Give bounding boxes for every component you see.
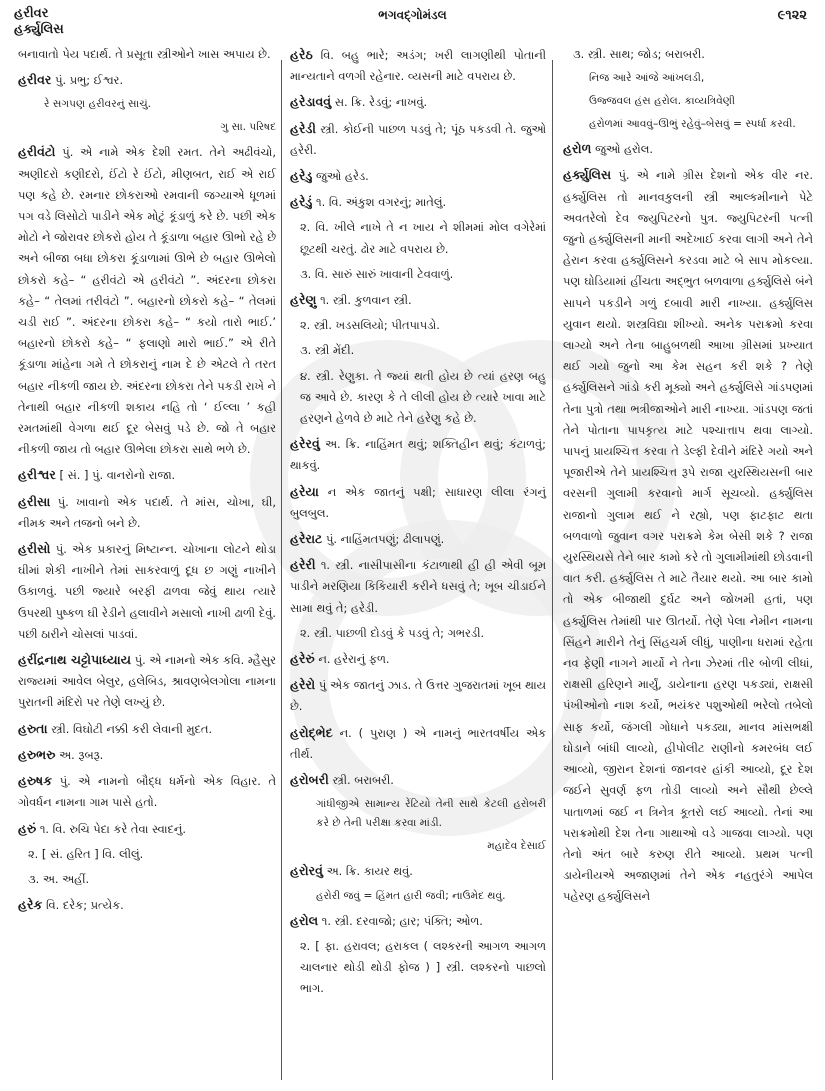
headword: હરેરો: [290, 677, 316, 693]
sense-definition: ૪. સ્ત્રી. રેણુકા. તે જ્યાં થતી હોય છે ત્યાં હરણ બહુ જ આવે છે. કારણ કે તે લીલી હોય છે ત્યારે ખાવા માટે હરણને હેળવે છે માટે તેને હરેણુ કહે છે.: [300, 368, 546, 426]
headword: હરેરું: [290, 651, 315, 667]
continued-definition: બનાવાતો પેય પદાર્થ. તે પ્રસૂતા સ્ત્રીઓને ખાસ અપાય છે.: [18, 47, 271, 61]
dictionary-entry: [290, 554, 546, 619]
definition: જુઓ હરેડ.: [316, 169, 369, 184]
headword: હરોરવું: [290, 863, 323, 879]
sense-definition: ૩. વિ. સારું સારું ખાવાની ટેવવાળું.: [300, 266, 454, 281]
headword: હરીવંટો: [18, 144, 56, 160]
sense-definition: ૨. [ ફા. હરાવલ; હરાકલ ( લશ્કરની આગળ આગળ ચાલનાર થોડી થોડી ફોજ ) ] સ્ત્રી. લશ્કરનો પાછલો ભાગ.: [300, 938, 546, 996]
definition: ન. ( પુરાણ ) એ નામનું ભારતવર્ષીય એક તીર્થ.: [290, 725, 546, 761]
definition: સ્ત્રી. વિઘોટી નક્કી કરી લેવાની મુદત.: [51, 721, 213, 736]
definition: ન એક જાતનું પક્ષી; સાધારણ લીલા રંગનું બુલબુલ.: [290, 484, 546, 520]
dictionary-entry: [290, 648, 546, 670]
headword: હરેડુ: [290, 168, 313, 184]
sense-definition: ૨. સ્ત્રી. પાછળી દોડવું કે પડવું તે; ગભરડી.: [300, 625, 485, 640]
headword: હરેરવું: [290, 436, 320, 452]
headword: હરુતા: [18, 720, 48, 736]
definition: ન. હરેરાનું ફળ.: [318, 652, 390, 667]
definition: પું. ખાવાનો એક પદાર્થ. તે માંસ, ચોખા, ઘી, નીમક અને તજનો બને છે.: [18, 494, 276, 530]
definition: અ. ક્રિ. નાહિંમત થવું; શક્તિહીન થવું; કંટાળવું; થાકવું.: [290, 437, 546, 473]
guide-word-first: હરીવર: [14, 6, 49, 21]
headword: હરોદ્ભેદ: [290, 724, 333, 740]
headword: હરુષક: [18, 773, 53, 789]
page-header: [0, 4, 825, 44]
book-title: ભગવદ્ગોમંડલ: [378, 8, 447, 22]
dictionary-entry: [18, 141, 276, 460]
headword: હરેઠ: [290, 47, 313, 62]
definition: વિ. બહુ ભારે; અડંગ; ખરી લાગણીથી પોતાની માન્યતાને વળગી રહેનાર. વ્યસની માટે વપરાય છે.: [290, 48, 546, 84]
dictionary-entry: [18, 744, 276, 766]
dictionary-entry: [290, 769, 546, 791]
definition: પું એક જાતનું ઝાડ. તે ઉત્તર ગુજરાતમાં ખૂબ થાય છે.: [290, 678, 547, 714]
headword: હરેયા: [290, 483, 319, 499]
dictionary-entry: [18, 491, 276, 534]
dictionary-entry: [290, 118, 546, 161]
column-3: [563, 44, 813, 912]
guide-word-last: હર્ક્યુલિસ: [14, 22, 64, 37]
dictionary-entry: [563, 138, 813, 160]
definition: સ્ત્રી. કોઈની પાછળ પડવું તે; પૂંઠ પકડવી તે. જુઓ હરેરી.: [290, 121, 547, 157]
citation-quote: હરોરી જવું = હિંમત હારી જવી; નાઉમેદ થવું.: [316, 889, 506, 902]
sense-definition: ૩. સ્ત્રી મેંદી.: [300, 343, 355, 358]
dictionary-entry: [18, 894, 276, 916]
dictionary-entry: [18, 69, 276, 91]
dictionary-entry: [18, 464, 276, 486]
headword: હરીવર: [18, 72, 52, 88]
definition: ૧. સ્ત્રી. કુળવાન સ્ત્રી.: [320, 293, 412, 308]
headword: હરેણુ: [290, 292, 317, 308]
dictionary-entry: [290, 44, 546, 87]
headword: હરીસા: [18, 493, 51, 509]
citation-quote: ગાંધીજીએ સામાન્ય રેંટિયો તેની સાથે કેટલી હરોબરી કરે છે તેની પરીક્ષા કરવા માંડી.: [316, 798, 546, 830]
headword: હર્ક્યુલિસ: [563, 167, 612, 183]
dictionary-entry: [290, 289, 546, 311]
column-2: [290, 44, 546, 1003]
column-divider: [281, 60, 282, 1080]
sense-definition: ૨. [ સં. હરિત ] વિ. લીલું.: [28, 846, 144, 861]
headword: હરોબરી: [290, 772, 329, 788]
headword: હરુભરુ: [18, 746, 56, 762]
definition: ૧. વિ. રુચિ પેદા કરે તેવા સ્વાદનું.: [39, 821, 186, 836]
headword: હરું: [18, 820, 37, 836]
definition: સ્ત્રી. બરાબરી.: [332, 773, 394, 788]
headword: હરોલ: [290, 912, 319, 928]
page-number: ૯૧૨૨: [777, 8, 807, 23]
definition: [ સં. ] પું. વાનરોનો રાજા.: [59, 468, 176, 483]
headword: હરેડું: [290, 194, 313, 210]
definition: સ. ક્રિ. રેડવું; નાખવું.: [334, 95, 428, 110]
definition: પું. પ્રભુ; ઈશ્વર.: [55, 73, 124, 88]
dictionary-entry: [18, 718, 276, 740]
definition: પું. નાહિંમતપણું; ઢીલાપણું.: [326, 532, 445, 547]
sense-definition: ૩. સ્ત્રી. સાથ; જોડ; બરાબરી.: [573, 47, 705, 61]
dictionary-entry: [290, 910, 546, 932]
headword: હરેડી: [290, 120, 316, 136]
definition: અ. ક્રિ. કાયર થવું.: [326, 864, 413, 879]
headword: હરીંદ્રનાથ ચટ્ટોપાધ્યાય: [18, 652, 132, 668]
definition: ૧. સ્ત્રી. નાસીપાસીના કંટાળાથી હી હી એવી બૂમ પાડીને મરણિયા કિકિયારી કરીને ધસવું તે; ખૂબ ચીડાઈને સામા થવું તે; હરેડી.: [290, 558, 546, 615]
sense-definition: ૨. સ્ત્રી. ખડસલિયો; પીતપાપડો.: [300, 318, 440, 333]
definition: ૧. સ્ત્રી. દરવાજો; હાર; પંક્તિ; ઓળ.: [321, 913, 483, 928]
dictionary-entry: [290, 91, 546, 113]
citation-source: મહાદેવ દેસાઈ: [487, 840, 546, 853]
dictionary-entry: [18, 818, 276, 840]
headword: હરીસો: [18, 541, 51, 557]
definition: પું. એ નામનો એક કવિ. મ્હૈસુર રાજ્યમાં આવેલ બેલુર, હલેબિડ, શ્રાવણબેલગોલા નામના પુરાતની મંદિરો પર તેણે લખ્યું છે.: [18, 653, 277, 710]
headword: હરેરાટ: [290, 531, 323, 547]
column-1: [18, 44, 276, 920]
definition: પું. એક પ્રકારનું મિષ્ટાન્ન. ચોખાના લોટને થોડા ઘીમાં શેકી નાખીને તેમાં સાકરવાળું દૂધ છ ગણું નાખીને ઉકાળવું. પછી જ્યારે બરફી ઢાળવા જેવું થાય ત્યારે ઉપરથી પુષ્કળ ઘી રેડીને હલાવીને મસાલો નાખી ઢાળી દેવું. પછી ઠારીને ચોસલાં પાડવાં.: [18, 542, 276, 641]
definition: વિ. દરેક; પ્રત્યેક.: [45, 898, 124, 913]
citation-quote: રે સગપણ હરીવરનું સાચું.: [44, 98, 152, 111]
headword: હરેરી: [290, 557, 316, 573]
citation-quote: નિજ આરે આંજે આંખલડી,: [589, 72, 705, 85]
dictionary-entry: [290, 191, 546, 213]
sense-definition: ૩. અ. અહીં.: [28, 871, 90, 886]
definition: પું. એ નામે એક દેશી રમત. તેને અઢીવંચો, અણીદરો કણીદરો, ઈંટો રે ઈંટો, મીણબત, રાઈ એ રાઈ પણ કહે છે. રમનાર છોકરાઓ રમવાની જગ્યાએ ધૂળમાં પગ વડે લિસોટો પાડીને એક મોટું કૂંડાળું કરે છે. પછી એક મોટો ને જોરાવર છોકરો હોય તે કૂંડાળા બહાર ઊભો રહે છે અને બીજા બધા છોકરા કૂંડાળામાં ઊભે છે બહાર ઊભેલો છોકરો કહે– “ હરીવંટો એ હરીવંટો ”. અંદરના છોકરા કહે– “ તેલમાં તરીવંટો ”. બહારનો છોકરો કહે– “ તેલમાં ચડી રાઈ ”. અંદરના છોકરા કહે– “ કયો તારો ભાઈ.’ બહારનો છોકરો કહે– “ ફલાણો મારો ભાઈ.” એ રીતે કૂંડાળા માંહેના ગમે તે છોકરાનું નામ દે છે એટલે તે તરત બહાર નીકળી જાય છે. અંદરના છોકરા તેને પકડી રાખે ને તેનાથી બહાર નીકળી શકાય નહિ તો ‘ ઈલ્લા ’ કહી રમતમાંથી વેગળા થઈ દૂર બેસવું પડે છે. જો તે બહાર નીકળી જાય તો બહાર ઊભેલા છોકરા સાથે ભળે છે.: [18, 145, 277, 457]
headword: હરીશ્વર: [18, 467, 56, 483]
definition: પું. એ નામનો બૌદ્ધ ધર્મનો એક વિહાર. તે ગોવર્ધન નામના ગામ પાસે હતો.: [18, 774, 277, 810]
definition: ૧. વિ. અંકુશ વગરનું; માતેલું.: [316, 195, 447, 210]
sense-definition: ૨. વિ. ખીલે નાખે તે ન ખાય ને શીમમાં મોલ વગેરેમાં છૂટથી ચરતું. ઢોર માટે વપરાય છે.: [300, 220, 546, 256]
column-divider: [552, 60, 553, 1080]
dictionary-entry: [290, 722, 546, 765]
dictionary-entry: [18, 538, 276, 645]
definition: જુઓ હરોલ.: [595, 142, 654, 157]
citation-quote: ઉજ્જવલ હંસ હરોલ. કાવ્યત્રિવેણી: [589, 95, 736, 108]
dictionary-entry: [290, 528, 546, 550]
headword: હરેક: [18, 897, 43, 913]
citation-quote: હરોળમાં આવવું–ઊભું રહેવું–બેસવું = સ્પર્ધા કરવી.: [589, 118, 796, 131]
headword: હરેડાવવું: [290, 94, 332, 110]
dictionary-entry: [290, 674, 546, 717]
definition: અ. રૂબરૂ.: [59, 747, 104, 762]
dictionary-entry: [290, 165, 546, 187]
dictionary-entry: [290, 481, 546, 524]
dictionary-entry: [290, 860, 546, 882]
headword: હરોળ: [563, 141, 592, 157]
dictionary-entry: [563, 164, 813, 907]
definition: પું. એ નામે ગ્રીસ દેશનો એક વીર નર. હર્ક્યુલિસ તો માનવકુલની સ્ત્રી આલ્કમીનાને પેટે અવતરેલો દેવ જ્યુપિટરનો પુત્ર. જ્યુપિટરની પત્ની જુનો હર્ક્યુલિસની માની અદેખાઈ કરવા લાગી અને તેને હેરાન કરવા હર્ક્યુલિસને કરડવા માટે બે સાપ મોકલ્યા. પણ ઘોડિયામાં હીંચતા અદ્ભુત બળવાળા હર્ક્યુલિસે બંને સાપને પકડીને ગળું દબાવી મારી નાખ્યા. હર્ક્યુલિસ યુવાન થયો. શસ્ત્રવિદ્યા શીખ્યો. અનેક પરાક્રમો કરવા લાગ્યો અને તેના બાહુબળથી આખા ગ્રીસમાં પ્રખ્યાત થઈ ગયો જુનો આ કેમ સહન કરી શકે ? તેણે હર્ક્યુલિસને ગાંડો કરી મૂક્યો અને હર્ક્યુલિસે ગાંડપણમાં તેના પુત્રો તથા ભત્રીજાઓને મારી નાખ્યા. ગાંડપણ જતાં તેને પોતાના પાપકૃત્ય માટે પશ્ચાત્તાપ થવા લાગ્યો. પાપનું પ્રાયશ્ચિત્ત કરવા તે ડેલ્ફી દેવીને મંદિરે ગયો અને પૂજારીએ તેને પ્રાયશ્ચિત્ત રૂપે રાજા યુરસ્થિયસની બાર વરસની ગુલામી કરવાનો માર્ગ સૂચવ્યો. હર્ક્યુલિસ રાજાનો ગુલામ થઈ ને રહ્યો, પણ ફાટફાટ થતા બળવાળો જુવાન વગર પરાક્રમે કેમ બેસી શકે ? રાજા યુરસ્થિયસે તેને બાર કામો કરે તો ગુલામીમાંથી છોડવાની વાત કરી. હર્ક્યુલિસ તે માટે તૈયાર થયો. આ બાર કામો તો એક બીજાથી દુર્ઘટ અને જોખમી હતાં, પણ હર્ક્યુલિસ તેમાંથી પાર ઊતર્યો. તેણે પેલા નેમીન નામના સિંહને મારીને તેનું સિંહચર્મ લીધું, પાણીના ધરામાં રહેતા નવ ફેણી નાગને માર્યો ને તેના ઝેરમાં તીર બોળી લીધાં, રાક્ષસી હરિણને માર્યું, ડાયેનાના હરણ પકડ્યાં, રાક્ષસી પંખીઓનો નાશ કર્યો, ભયંકર પશુઓથી ભરેલો તબેલો સાફ કર્યો, જંગલી ગોધાને પકડ્યા, માનવ માંસભક્ષી ઘોડાને બાંધી લાવ્યો, હીપોલીટ રાણીનો કમરબંધ લઈ આવ્યો, જીરાન દેશનાં જાનવર હાંકી આવ્યો, દૂર દેશ જઈને સુવર્ણ ફળ તોડી લાવ્યો અને સૌથી છેલ્લે પાતાળમાં જઈ ન ત્રિનેત્ર કૂતરો લઈ આવ્યો. તેનાં આ પરાક્રમોથી દેશ તેના ગાથાઓ વડે ગાજવા લાગ્યો. પણ તેનો અંત બારે કરુણ રીતે આવ્યો. પ્રથમ પત્ની ડાયેનીયએ અજાણમાં તેને એક નહતુરંગે આપેલ પહેરણ હર્ક્યુલિસને: [563, 168, 813, 904]
citation-source: ગુ સા. પરિષદ: [220, 121, 276, 134]
dictionary-entry: [290, 433, 546, 476]
dictionary-entry: [18, 649, 276, 714]
dictionary-entry: [18, 770, 276, 813]
